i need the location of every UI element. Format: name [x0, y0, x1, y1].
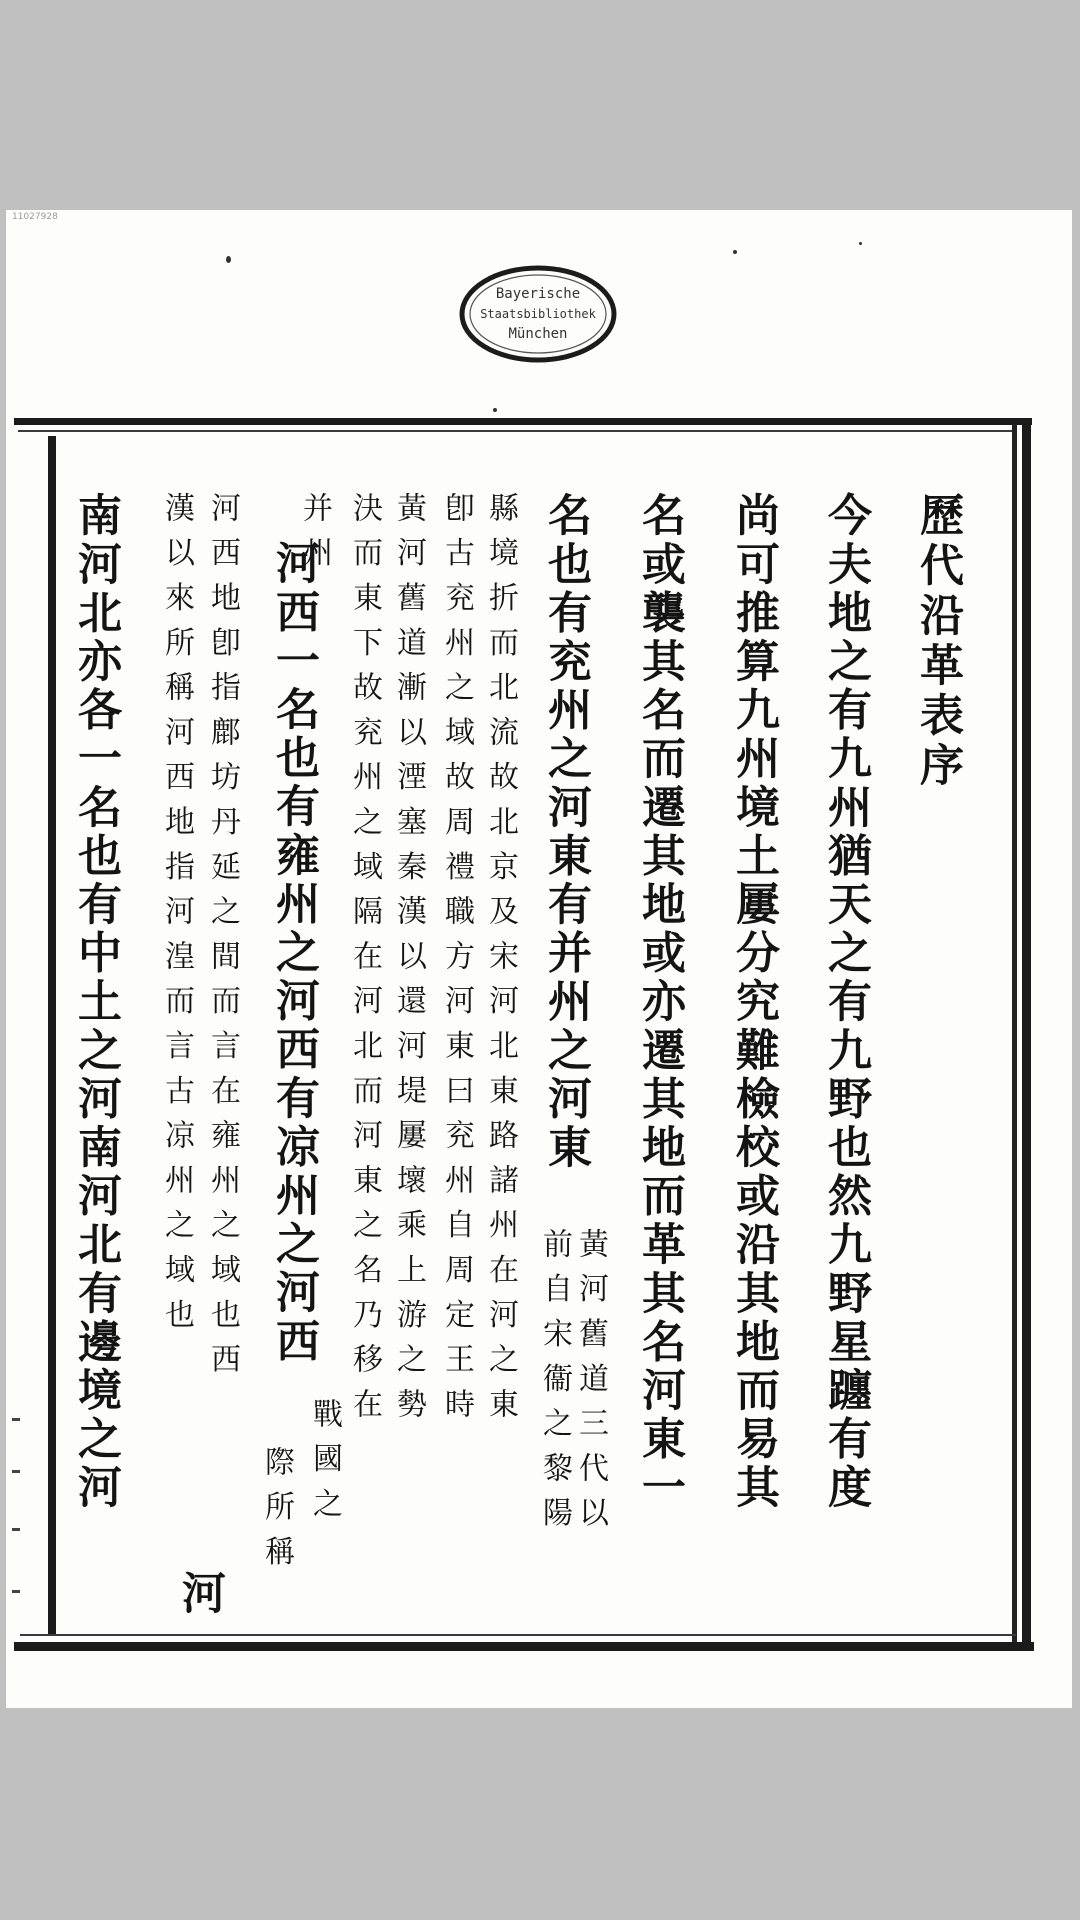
text-column-1: 今夫地之有九州猶天之有九野也然九野星躔有度 — [820, 492, 871, 1513]
frame-left-rule — [48, 436, 56, 1636]
margin-marks — [8, 1418, 22, 1618]
stamp-line-3: München — [508, 326, 568, 342]
annotation-right-2: 戰國之 — [307, 1398, 342, 1533]
text-column-7: 南河北亦各一名也有中土之河南河北有邊境之河 — [70, 492, 121, 1513]
scanned-page — [6, 210, 1072, 1708]
annotation-left: 前自宋衞之黎陽 — [537, 1228, 572, 1542]
stamp-line-2: Staatsbibliothek — [480, 307, 596, 321]
text-column-2: 尚可推算九州境土屢分究難檢校或沿其地而易其 — [728, 492, 779, 1513]
scan-id-label: 11027928 — [12, 212, 58, 222]
annotation-right: 黃河舊道三代以 — [573, 1228, 608, 1542]
annotation-column-5: 并州 — [297, 492, 332, 582]
frame-bottom-rule — [14, 1642, 1034, 1651]
annotation-column-7: 漢以來所稱河西地指河湟而言古凉州之域也 — [159, 492, 194, 1344]
stamp-line-1: Bayerische — [495, 286, 581, 302]
section-title: 歷代沿革表序 — [912, 492, 963, 792]
frame-top-rule — [14, 418, 1032, 425]
frame-bottom-inner-rule — [20, 1634, 1016, 1636]
annotation-column-2: 卽古兖州之域故周禮職方河東曰兖州自周定王時 — [439, 492, 474, 1433]
annotation-column-1: 縣境折而北流故北京及宋河北東路諸州在河之東 — [483, 492, 518, 1433]
frame-right-inner-rule — [1012, 424, 1017, 1646]
frame-top-inner-rule — [18, 430, 1014, 432]
ink-speck — [733, 250, 737, 254]
annotation-column-3: 黃河舊道漸以湮塞秦漢以還河堤屢壞乘上游之勢 — [391, 492, 426, 1433]
ink-speck — [859, 242, 862, 245]
annotation-column-4: 決而東下故兖州之域隔在河北而河東之名乃移在 — [347, 492, 382, 1433]
text-column-6-tail: 河 — [174, 1570, 225, 1619]
frame-right-rule — [1022, 418, 1031, 1648]
text-column-3: 名或襲其名而遷其地或亦遷其地而革其名河東一 — [634, 492, 685, 1513]
text-column-5: 河西一名也有雍州之河西有凉州之河西 — [268, 540, 319, 1367]
annotation-column-6: 河西地卽指鄜坊丹延之間而言在雍州之域也西 — [205, 492, 240, 1388]
library-stamp — [458, 260, 618, 368]
ink-speck — [493, 408, 497, 412]
annotation-left-2: 際所稱 — [259, 1446, 294, 1581]
text-column-4: 名也有兖州之河東有并州之河東 — [540, 492, 591, 1173]
ink-speck — [226, 256, 231, 263]
